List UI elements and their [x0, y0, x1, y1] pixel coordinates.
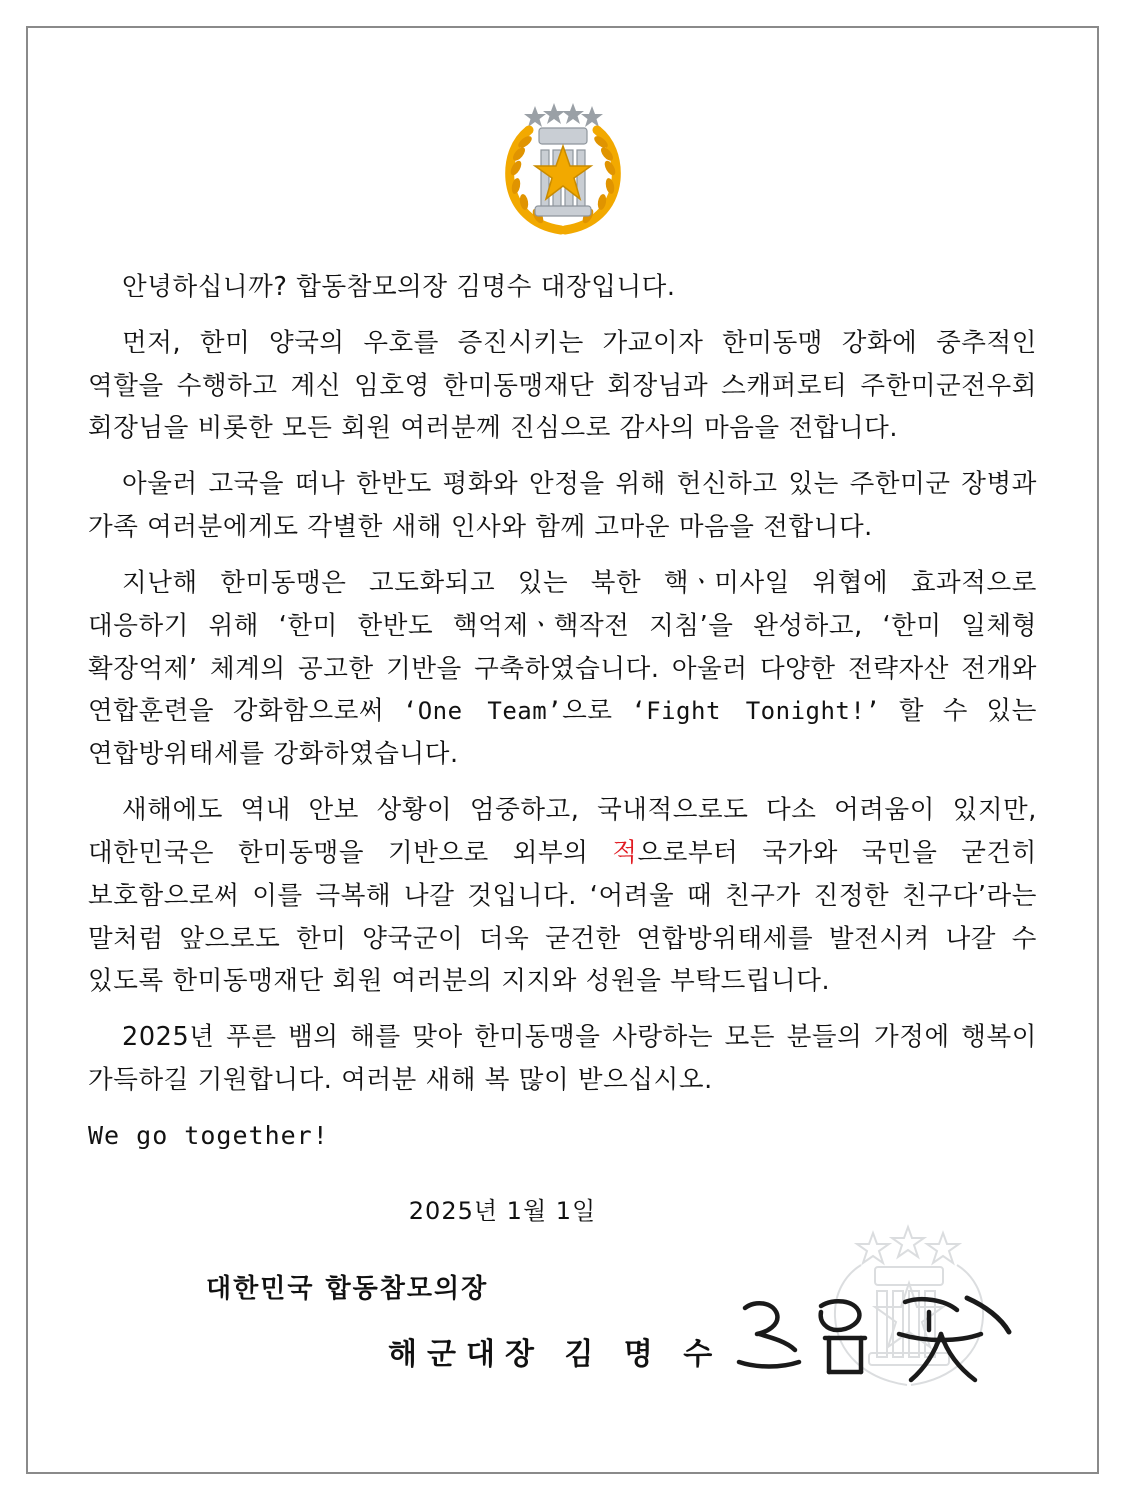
paragraph-5-text-after: 으로부터 국가와 국민을 굳건히 보호함으로써 이를 극복해 나갈 것입니다. ‘어려울 때 친구가 진정한 친구다’라는 말처럼 앞으로도 한미 양국군이 더욱 굳건한 연합방위태세를 발전시켜 나갈 수 있도록 한미동맹재단 회원 여러분의 지지와 성원을 부탁드립니다.	[88, 837, 1037, 997]
paragraph-4-text-after: 할 수 있는 연합방위태세를 강화하였습니다.	[88, 696, 1037, 770]
paragraph-4-one-team: ‘One Team’	[402, 697, 563, 726]
paragraph-2: 먼저, 한미 양국의 우호를 증진시키는 가교이자 한미동맹 강화에 중추적인 역할을 수행하고 계신 임호영 한미동맹재단 회장님과 스캐퍼로티 주한미군전우회 회장님을 비롯한 모든 회원 여러분께 진심으로 감사의 마음을 전합니다.	[88, 327, 1037, 444]
letter-body	[88, 266, 1037, 1157]
paragraph-6: 2025년 푸른 뱀의 해를 맞아 한미동맹을 사랑하는 모든 분들의 가정에 행복이 가득하길 기원합니다. 여러분 새해 복 많이 받으십시오.	[88, 1022, 1037, 1096]
paragraph-4	[88, 562, 1037, 776]
paragraph-4-text-before: 지난해 한미동맹은 고도화되고 있는 북한 핵ㆍ미사일 위협에 효과적으로 대응하기 위해 ‘한미 한반도 핵억제ㆍ핵작전 지침’을 완성하고, ‘한미 일체형 확장억제’ 체계의 공고한 기반을 구축하였습니다. 아울러 다양한 전략자산 전개와 연합훈련을 강화함으로써	[88, 567, 1037, 727]
emblem-container	[88, 98, 1037, 248]
joint-chiefs-of-staff-seal-icon	[803, 1217, 1013, 1392]
paragraph-4-fight-tonight: ‘Fight Tonight!’	[631, 697, 881, 726]
paragraph-4-text-middle: 으로	[562, 696, 632, 727]
letter-date: 2025년 1월 1일	[408, 1196, 597, 1225]
paragraph-5-text-before: 새해에도 역내 안보 상황이 엄중하고, 국내적으로도 다소 어려움이 있지만, 대한민국은 한미동맹을 기반으로 외부의	[88, 795, 1037, 868]
letter-content	[26, 26, 1099, 1474]
closing-latin-line: We go together!	[88, 1120, 329, 1150]
paragraph-5-highlight: 적	[612, 837, 638, 868]
rok-joint-chiefs-of-staff-emblem-icon	[483, 98, 643, 238]
signer-role: 대한민국 합동참모의장	[206, 1273, 489, 1304]
signer-name: 해군대장 김 명 수	[388, 1336, 723, 1372]
paragraph-1: 안녕하십니까? 합동참모의장 김명수 대장입니다.	[122, 272, 676, 302]
paragraph-5	[88, 789, 1037, 1003]
paragraph-3: 아울러 고국을 떠나 한반도 평화와 안정을 위해 헌신하고 있는 주한미군 장병과 가족 여러분에게도 각별한 새해 인사와 함께 고마운 마음을 전합니다.	[88, 469, 1037, 543]
